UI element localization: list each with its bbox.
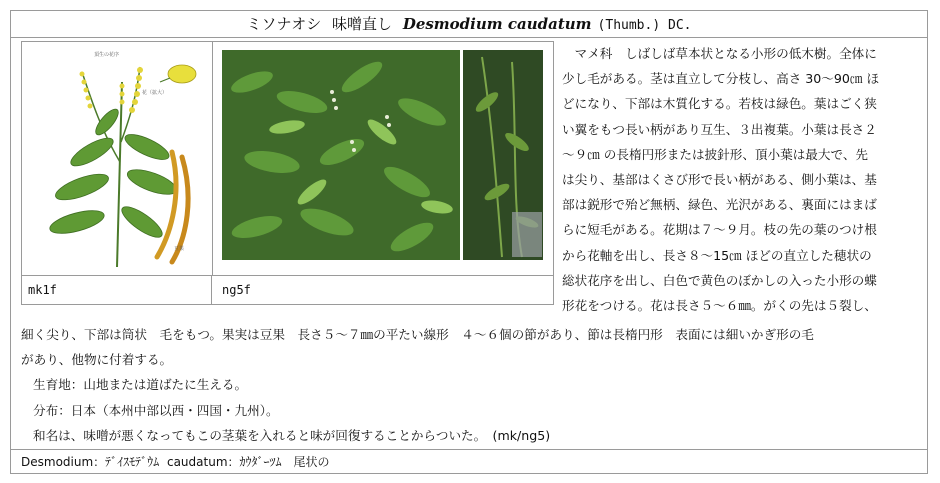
illustration-drawing (22, 42, 212, 275)
pod-label: 豆果 (174, 246, 185, 252)
description-line: い翼をもつ長い柄があり互生、３出複葉。小葉は長さ２ (562, 121, 877, 137)
author-name: (Thumb.) DC. (597, 18, 692, 33)
description-continued (21, 322, 921, 448)
description-line: は尖り、基部はくさび形で長い柄がある、側小葉は、基 (562, 172, 877, 188)
name-origin-text: 和名は、味噌が悪くなってもこの茎葉を入れると味が回復することからついた。 (mk/ng5) (33, 427, 551, 443)
description-line: 形花をつける。花は長さ５～６㎜。がくの先は５裂し、 (562, 298, 877, 314)
photo-pair (212, 42, 553, 275)
raceme-label: 頂生の花序 (94, 52, 120, 58)
habitat-text: 生育地：山地または道ばたに生える。 (33, 377, 248, 393)
plant-photos (212, 42, 553, 275)
photo-caption-left: mk1f (22, 275, 212, 304)
image-table (21, 41, 554, 305)
description-column (562, 41, 922, 318)
etymology-footer (11, 449, 927, 474)
photo-caption-right: ng5f (212, 275, 553, 304)
description-line: どになり、下部は木質化する。若枝は緑色。葉はごく狭 (562, 96, 877, 112)
description-line: 細く尖り、下部は筒状 毛をもつ。果実は豆果 長さ５～７㎜の平たい線形 ４～６個の節があり、節は長楕円形 表面には細いかぎ形の毛 (21, 327, 814, 342)
description-line: 少し毛がある。茎は直立して分枝し、高さ 30～90㎝ ほ (562, 71, 880, 87)
species-etymology: caudatum：ｶｳﾀﾞｰﾂﾑ 尾状の (166, 455, 330, 469)
description-line: ～９㎝ の長楕円形または披針形、頂小葉は最大で、先 (562, 146, 869, 162)
description-line: マメ科 しばしば草本状となる小形の低木樹。全体に (562, 46, 877, 61)
plant-card (10, 10, 928, 474)
description-line: 総状花序を出し、白色で黄色のぼかしの入った小形の蝶 (562, 272, 877, 288)
scientific-name: Desmodium caudatum (402, 15, 592, 33)
japanese-name: ミソナオシ (246, 15, 322, 33)
botanical-illustration (22, 42, 213, 275)
page-title (11, 11, 927, 38)
kanji-name: 味噌直し (332, 15, 393, 33)
description-line: から花軸を出し、長さ８～15㎝ ほどの直立した穂状の (562, 247, 872, 263)
description-line: らに短毛がある。花期は７～９月。枝の先の葉のつけ根 (562, 222, 877, 238)
flower-label: 花（拡大） (142, 90, 168, 96)
genus-etymology: Desmodium：ﾃﾞｲｽﾓﾃﾞｳﾑ (21, 455, 160, 469)
distribution-text: 分布：日本（本州中部以西・四国・九州）。 (33, 402, 279, 418)
description-line: 部は鋭形で殆ど無柄、緑色、光沢がある、裏面にはまば (562, 197, 877, 213)
description-line: があり、他物に付着する。 (21, 352, 173, 368)
